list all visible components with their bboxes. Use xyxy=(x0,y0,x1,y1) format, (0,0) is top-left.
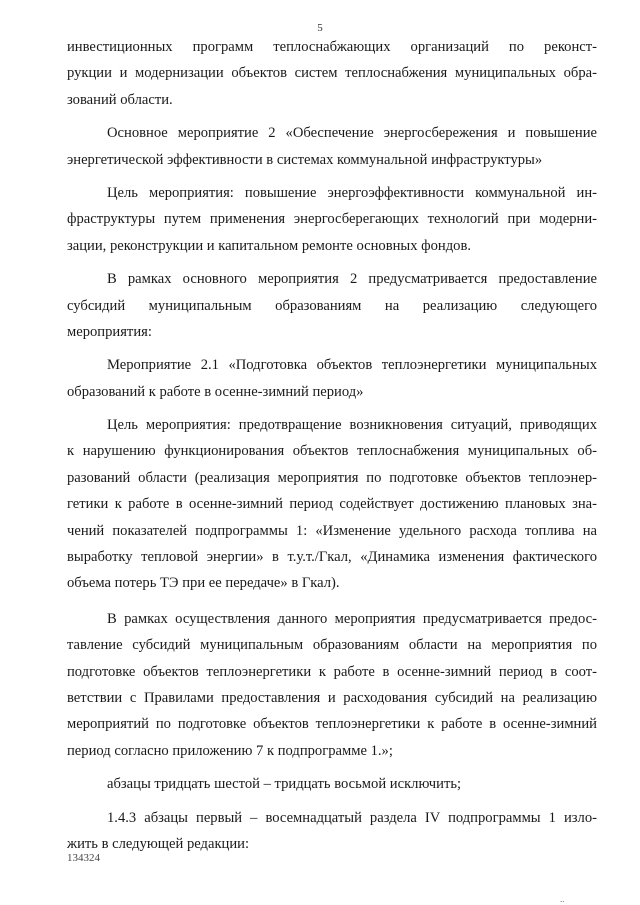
text-line: Мероприятие 2.1 «Подготовка объектов теплоэнергетики муниципальных xyxy=(107,357,597,374)
paragraph-exclude-paragraphs xyxy=(67,771,597,797)
document-code: 134324 xyxy=(67,852,100,864)
text-line: Основное мероприятие 2 «Обеспечение энергосбережения и повышение xyxy=(107,125,597,142)
text-line: выработку тепловой энергии» в т.у.т./Гкал, «Динамика изменения фактического xyxy=(67,549,597,566)
text-line: зований области. xyxy=(67,91,173,108)
text-line: 1.4.3 абзацы первый – восемнадцатый раздела IV подпрограммы 1 изло- xyxy=(107,809,597,826)
paragraph-activity-2-1 xyxy=(67,352,597,405)
paragraph-subsidies-provision xyxy=(67,266,597,345)
paragraph-activity-goal xyxy=(67,180,597,259)
text-line: образований к работе в осенне-зимний период» xyxy=(67,383,364,400)
document-body xyxy=(67,34,597,857)
text-line: к нарушению функционирования объектов теплоснабжения муниципальных об- xyxy=(67,443,597,460)
text-line: субсидий муниципальным образованиям на реализацию следующего xyxy=(67,297,597,314)
text-line: зации, реконструкции и капитальном ремонте основных фондов. xyxy=(67,237,471,254)
text-line: чений показателей подпрограммы 1: «Изменение удельного расхода топлива на xyxy=(67,522,597,539)
text-line: мероприятий по подготовке объектов теплоэнергетики к работе в осенне-зимний xyxy=(67,716,597,733)
text-line: В рамках осуществления данного мероприятия предусматривается предос- xyxy=(107,610,597,627)
text-line: жить в следующей редакции: xyxy=(67,835,250,852)
text-line: мероприятия: xyxy=(67,323,152,340)
paragraph-activity-implementation xyxy=(67,606,597,764)
text-line: гетики к работе в осенне-зимний период содействует достижению плановых зна- xyxy=(67,496,597,513)
text-line: тавление субсидий муниципальным образованиям области на мероприятия по xyxy=(67,637,597,654)
text-line: Цель мероприятия: предотвращение возникновения ситуаций, приводящих xyxy=(107,417,597,434)
paragraph-section-1-4-3 xyxy=(67,805,597,858)
text-line: энергетической эффективности в системах коммунальной инфраструктуры» xyxy=(67,151,543,168)
paragraph-investment-programs xyxy=(67,34,597,113)
text-line: В рамках основного мероприятия 2 предусматривается предоставление xyxy=(107,271,597,288)
text-line: абзацы тридцать шестой – тридцать восьмой исключить; xyxy=(107,776,462,793)
text-line: инвестиционных программ теплоснабжающих организаций по реконст- xyxy=(67,39,597,55)
text-line: фраструктуры путем применения энергосберегающих технологий при модерни- xyxy=(67,211,597,228)
text-line: объема потерь ТЭ при ее передаче» в Гкал). xyxy=(67,575,340,592)
paragraph-main-activity-2 xyxy=(67,120,597,173)
text-line: рукции и модернизации объектов систем теплоснабжения муниципальных обра- xyxy=(67,65,597,82)
corner-mark: .. xyxy=(560,894,565,904)
paragraph-activity-2-1-goal xyxy=(67,412,597,597)
text-line: ветствии с Правилами предоставления и расходования субсидий на реализацию xyxy=(67,689,597,706)
page-number: 5 xyxy=(317,22,323,34)
text-line: период согласно приложению 7 к подпрограмме 1.»; xyxy=(67,742,393,759)
text-line: подготовке объектов теплоэнергетики к работе в осенне-зимний период в соот- xyxy=(67,663,597,680)
text-line: Цель мероприятия: повышение энергоэффективности коммунальной ин- xyxy=(107,184,597,201)
text-line: разований области (реализация мероприятия по подготовке объектов теплоэнер- xyxy=(67,469,597,486)
